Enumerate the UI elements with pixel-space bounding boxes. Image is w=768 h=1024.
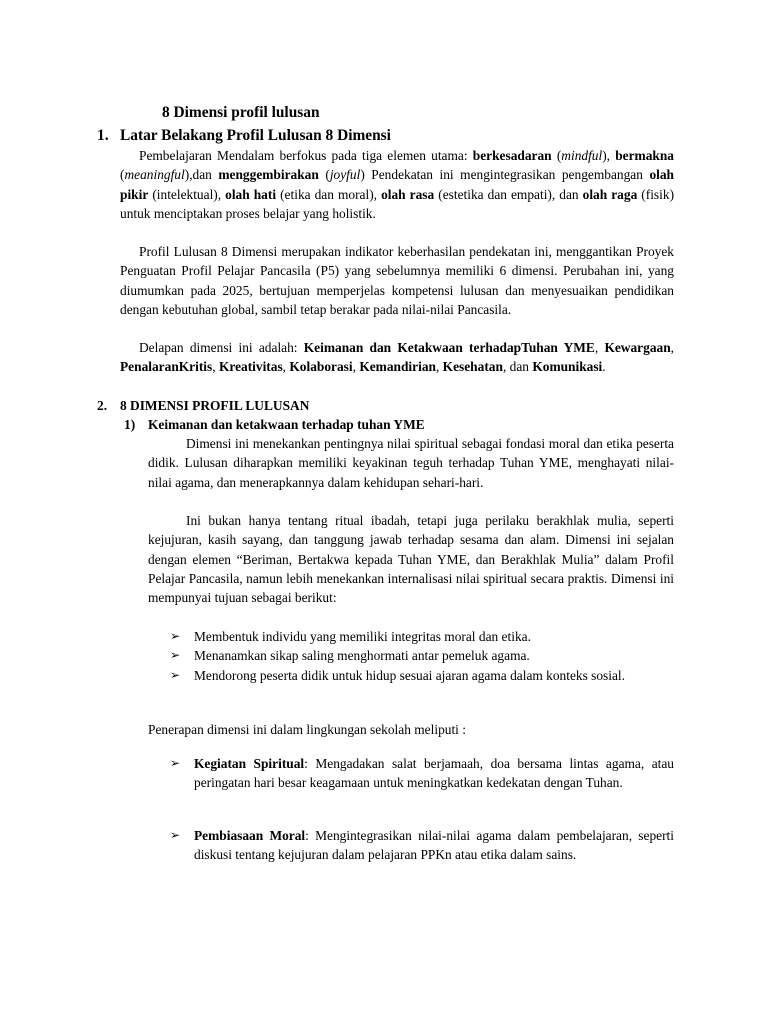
application-intro: Penerapan dimensi ini dalam lingkungan sekolah meliputi : — [148, 722, 466, 737]
document-title: 8 Dimensi profil lulusan — [162, 104, 320, 121]
arrow-bullet-icon: ➢ — [170, 667, 181, 682]
section-1-number: 1. — [97, 127, 109, 144]
section-1-paragraph-2: Profil Lulusan 8 Dimensi merupakan indikator keberhasilan pendekatan ini, menggantikan Proyek Penguatan Profil Pelajar Pancasila (P5) yang sebelumnya memiliki 6 dimensi. Perubahan ini, yang diumumkan pada 2025, bertujuan memperjelas kompetensi lulusan dan menyesuaikan pendidikan dengan kebutuhan global, sambil tetap berakar pada nilai-nilai Pancasila. — [120, 244, 674, 317]
arrow-bullet-icon: ➢ — [170, 648, 181, 663]
list-item: ➢ Pembiasaan Moral: Mengintegrasikan nilai-nilai agama dalam pembelajaran, seperti diskusi tentang kejujuran dalam pelajaran PPKn atau etika dalam sains. — [170, 828, 675, 863]
section-1-paragraph-1: Pembelajaran Mendalam berfokus pada tiga elemen utama: berkesadaran (mindful), bermakna (meaningful),dan menggembirakan (joyful) Pendekatan ini mengintegrasikan pengembangan olah pikir (intelektual), olah hati (etika dan moral), olah rasa (estetika dan empati), dan olah raga (fisik) untuk menciptakan proses belajar yang holistik. — [120, 148, 675, 221]
section-1-heading: Latar Belakang Profil Lulusan 8 Dimensi — [120, 127, 391, 144]
list-item: ➢ Menanamkan sikap saling menghormati antar pemeluk agama. — [170, 646, 674, 665]
list-item: ➢ Kegiatan Spiritual: Mengadakan salat berjamaah, doa bersama lintas agama, atau peringatan hari besar keagamaan untuk meningkatkan kedekatan dengan Tuhan. — [170, 756, 674, 791]
subsection-1-paragraph-1: Dimensi ini menekankan pentingnya nilai spiritual sebagai fondasi moral dan etika peserta didik. Lulusan diharapkan memiliki keyakinan teguh terhadap Tuhan YME, menghayati nilai-nilai agama, dan menerapkannya dalam kehidupan sehari-hari. — [148, 436, 674, 490]
arrow-bullet-icon: ➢ — [170, 629, 181, 643]
arrow-bullet-icon: ➢ — [170, 828, 181, 842]
goals-list — [170, 627, 674, 685]
list-item: ➢ Membentuk individu yang memiliki integritas moral dan etika. — [170, 627, 674, 646]
subsection-1-number: 1) — [124, 417, 136, 432]
arrow-bullet-icon: ➢ — [170, 756, 181, 770]
list-item: ➢ Mendorong peserta didik untuk hidup sesuai ajaran agama dalam konteks sosial. — [170, 666, 674, 685]
subsection-1-heading: Keimanan dan ketakwaan terhadap tuhan YME — [148, 417, 425, 432]
section-2-number: 2. — [97, 398, 108, 413]
section-2-heading: 8 DIMENSI PROFIL LULUSAN — [120, 398, 310, 413]
subsection-1-paragraph-2: Ini bukan hanya tentang ritual ibadah, tetapi juga perilaku berakhlak mulia, seperti kejujuran, kasih sayang, dan tanggung jawab terhadap sesama dan alam. Dimensi ini sejalan dengan elemen “Beriman, Bertakwa kepada Tuhan YME, dan Berakhlak Mulia” dalam Profil Pelajar Pancasila, namun lebih menekankan internalisasi nilai spiritual secara praktis. Dimensi ini mempunyai tujuan sebagai berikut: — [148, 513, 674, 606]
section-1-paragraph-3: Delapan dimensi ini adalah: Keimanan dan Ketakwaan terhadapTuhan YME, Kewargaan, PenalaranKritis, Kreativitas, Kolaborasi, Kemandirian, Kesehatan, dan Komunikasi. — [120, 340, 675, 375]
